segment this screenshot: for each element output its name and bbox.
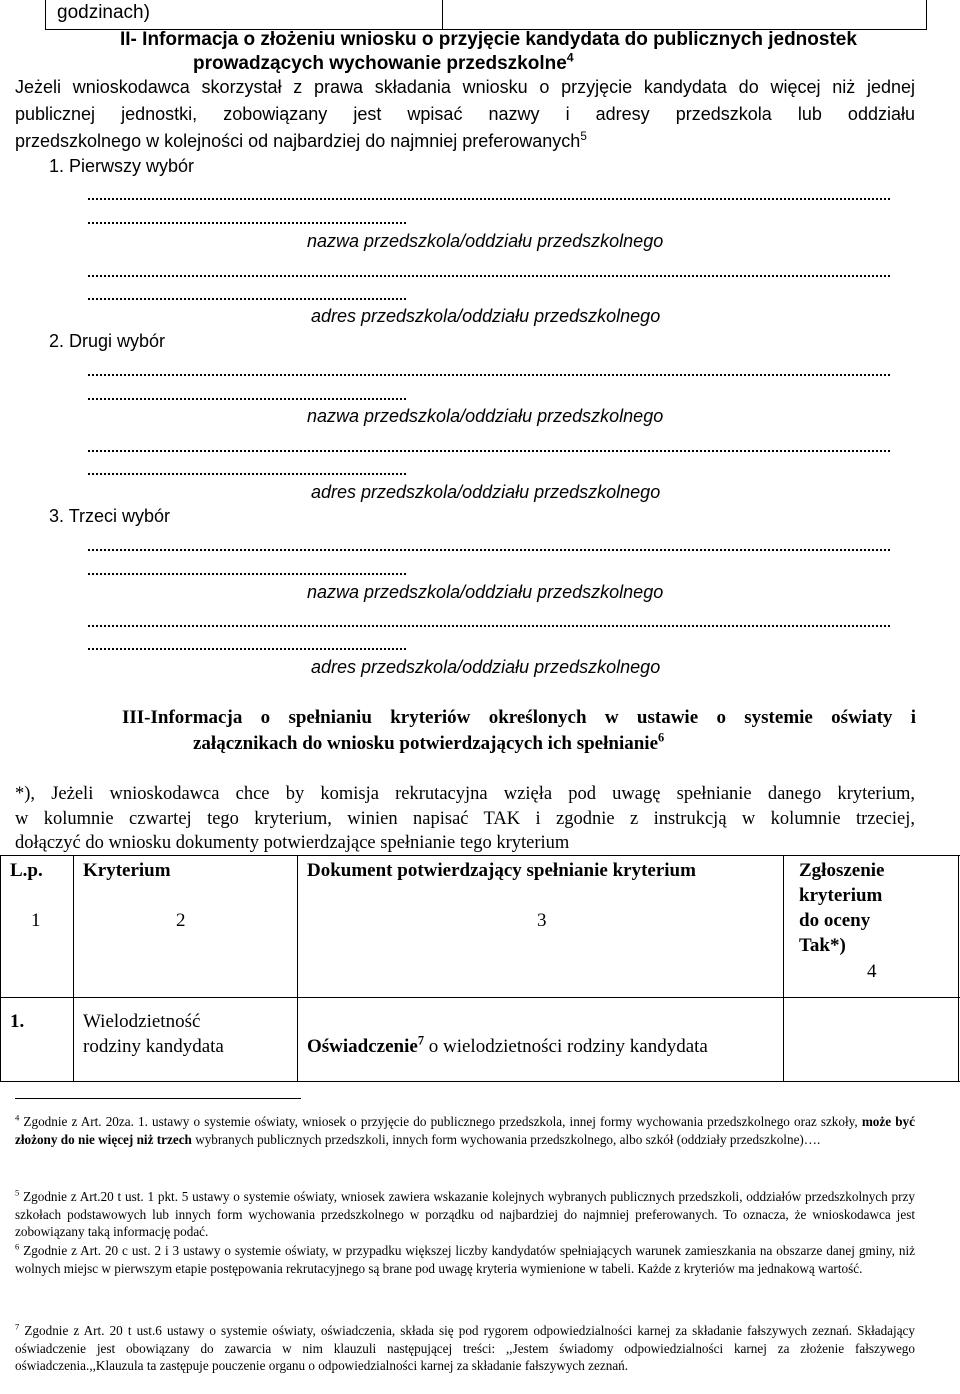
table-left-border xyxy=(0,855,1,1082)
section2-intro-line3: przedszkolnego w kolejności od najbardziej do najmniej preferowanych$^5$ xyxy=(15,130,587,151)
table-header-col4-line1: Zgłoszenie xyxy=(799,860,885,881)
top-fragment-text: godzinach) xyxy=(57,2,150,23)
table-colnum-4: 4 xyxy=(867,961,877,982)
section2-intro-line1: Jeżeli wnioskodawca skorzystał z prawa składania wniosku o przyjęcie kandydata do więcej niż jednej xyxy=(15,77,915,97)
table-divider xyxy=(442,0,443,29)
choice-2-address-field[interactable] xyxy=(88,450,890,452)
table-top-border xyxy=(0,855,960,856)
footnote-6: $^6$ Zgodnie z Art. 20 c ust. 2 i 3 ustawy o systemie oświaty, w przypadku większej liczby kandydatów spełniających warunek zamieszkania na obszarze danej gminy, niż wolnych miejsc w pierwszym etapie postępowania rekrutacyjnego są brane pod uwagę kryteria wymienione w tabeli. Każde z kryteriów ma jednakową wartość. xyxy=(15,1241,915,1276)
table-row-divider xyxy=(0,997,960,998)
choice-3-label: 3. Trzeci wybór xyxy=(49,506,171,526)
choice-1-address-field-cont[interactable] xyxy=(88,298,406,300)
table-header-col4-line4: Tak*) xyxy=(799,935,846,956)
footnote-4: $^4$ Zgodnie z Art. 20za. 1. ustawy o systemie oświaty, wniosek o przyjęcie do publicznego przedszkola, innej formy wychowania przedszkolnego oraz szkoły, może być złożony do nie więcej niż trzech wybranych publicznych przedszkoli, innych form wychowania przedszkolnego, albo szkół (oddziały przedszkolne)…. xyxy=(15,1112,915,1147)
choice-1-label: 1. Pierwszy wybór xyxy=(49,156,195,176)
section2-heading-line1: II- Informacja o złożeniu wniosku o przyjęcie kandydata do publicznych jednostek xyxy=(120,29,857,50)
section3-note-line3: dołączyć do wniosku dokumenty potwierdzające spełnianie tego kryterium xyxy=(15,833,570,853)
choice-2-address-field-cont[interactable] xyxy=(88,473,406,475)
footnote-7: $^7$ Zgodnie z Art. 20 t ust.6 ustawy o systemie oświaty, oświadczenia, składa się pod rygorem odpowiedzialności karnej za składanie fałszywych zeznań. Składający oświadczenie jest obowiązany do zawarcia w nim klauzuli następującej treści: ,,Jestem świadomy odpowiedzialności karnej za złożenie fałszywego oświadczenia.,,Klauzula ta zastępuje pouczenie organu o odpowiedzialności karnej za składanie fałszywych zeznań. xyxy=(15,1321,915,1373)
row1-tak-field[interactable] xyxy=(790,1005,950,1075)
section3-note-line1: *), Jeżeli wnioskodawca chce by komisja rekrutacyjna wzięła pod uwagę spełnianie danego kryterium, xyxy=(15,784,915,804)
choice-1-address-caption: adres przedszkola/oddziału przedszkolnego xyxy=(311,306,661,326)
footnote-5: $^5$ Zgodnie z Art.20 t ust. 1 pkt. 5 ustawy o systemie oświaty, wniosek zawiera wskazanie kolejnych wybranych publicznych przedszkoli, oddziałów przedszkolnych przy szkołach podstawowych lub innych form wychowania przedszkolnego w porządku od najbardziej do najmniej preferowanych. To oznacza, że wnioskodawca jest zobowiązany taką informację podać. xyxy=(15,1187,915,1239)
table-header-col4-line2: kryterium xyxy=(799,885,883,906)
section3-heading-line2: załącznikach do wniosku potwierdzających ich spełnianie$^6$ xyxy=(193,730,665,754)
choice-2-name-field[interactable] xyxy=(88,374,890,376)
table-bottom-border xyxy=(0,1081,960,1082)
choice-2-label: 2. Drugi wybór xyxy=(49,331,166,351)
choice-3-name-field[interactable] xyxy=(88,549,890,551)
table-header-col4-line3: do oceny xyxy=(799,910,871,931)
table-right-border xyxy=(958,855,959,1082)
table-colnum-2: 2 xyxy=(176,910,186,931)
table-col-divider-1 xyxy=(73,855,74,1082)
table-colnum-3: 3 xyxy=(537,910,547,931)
choice-1-name-field-cont[interactable] xyxy=(88,222,406,224)
table-col-divider-3 xyxy=(783,855,784,1082)
row1-criterion-line2: rodziny kandydata xyxy=(83,1036,224,1057)
footnote-separator xyxy=(15,1098,301,1099)
choice-1-address-field[interactable] xyxy=(88,275,890,277)
choice-3-address-field-cont[interactable] xyxy=(88,648,406,650)
table-colnum-1: 1 xyxy=(31,910,41,931)
row1-document: Oświadczenie$^7$ o wielodzietności rodziny kandydata xyxy=(307,1033,708,1057)
section2-intro-line2: publicznej jednostki, zobowiązany jest wpisać nazwy i adresy przedszkola lub oddziału xyxy=(15,104,915,124)
choice-2-name-field-cont[interactable] xyxy=(88,398,406,400)
row1-criterion-line1: Wielodzietność xyxy=(83,1011,201,1032)
table-col-divider-2 xyxy=(297,855,298,1082)
choice-3-address-field[interactable] xyxy=(88,625,890,627)
choice-3-name-caption: nazwa przedszkola/oddziału przedszkolnego xyxy=(307,582,664,602)
table-header-lp: L.p. xyxy=(10,860,43,881)
section2-heading-line2: prowadzących wychowanie przedszkolne$^4$ xyxy=(193,50,574,74)
section3-note-line2: w kolumnie czwartej tego kryterium, winien napisać TAK i zgodnie z instrukcją w kolumnie trzeciej, xyxy=(15,809,915,829)
choice-1-name-field[interactable] xyxy=(88,198,890,200)
choice-2-address-caption: adres przedszkola/oddziału przedszkolnego xyxy=(311,482,661,502)
table-header-criterion: Kryterium xyxy=(83,860,171,881)
section3-heading-line1: III-Informacja o spełnianiu kryteriów określonych w ustawie o systemie oświaty i xyxy=(122,707,916,728)
row1-lp: 1. xyxy=(10,1011,25,1032)
top-table-fragment xyxy=(45,0,927,30)
choice-3-address-caption: adres przedszkola/oddziału przedszkolnego xyxy=(311,657,661,677)
choice-2-name-caption: nazwa przedszkola/oddziału przedszkolnego xyxy=(307,406,664,426)
choice-1-name-caption: nazwa przedszkola/oddziału przedszkolnego xyxy=(307,231,664,251)
choice-3-name-field-cont[interactable] xyxy=(88,573,406,575)
table-header-document: Dokument potwierdzający spełnianie kryterium xyxy=(307,860,696,881)
